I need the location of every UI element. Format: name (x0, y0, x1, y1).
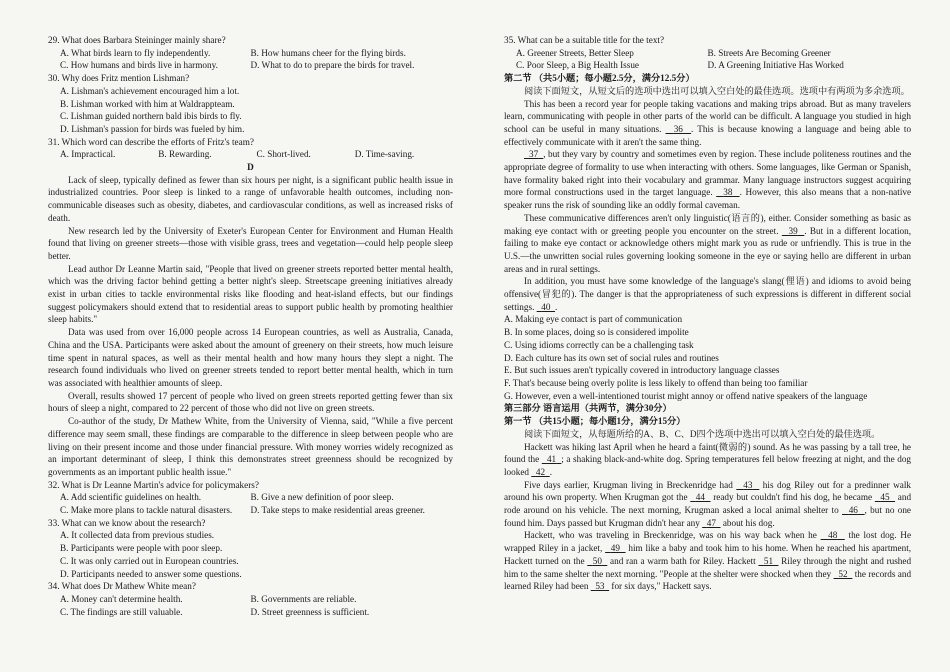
text: Hackett was hiking last April when he heard a faint(微弱的) sound. As he was passing by a tall tree, he found the (504, 441, 911, 465)
choice: B. In some places, doing so is considered impolite (504, 327, 689, 338)
blank (690, 492, 710, 502)
question-32-options-2 (48, 504, 453, 517)
paragraph: Overall, results showed 17 percent of people who lived on green streets reported getting fewer than six hours of sleep a night, compared to 22 percent of those who did not live on green streets. (48, 390, 453, 414)
text: These communicative differences aren't only linguistic(语言的), either. Consider something as basic as making eye contact with or greeting people you encounter on the street. (504, 212, 911, 236)
question-32-options (48, 491, 453, 504)
blank (587, 556, 607, 566)
text: However, this also means that a non-native speaker runs the risk of sounding like an oddly formal caveman. (504, 187, 912, 211)
text: . (555, 301, 558, 312)
question-35-options (504, 47, 911, 60)
paragraph: Lack of sleep, typically defined as fewer than six hours per night, is a significant public health issue in industrialized countries. Poor sleep is linked to a range of unfavorable health outcomes, including non-communicable diseases such as obesity, diabetes, and cardiovascular conditions, as well as increased risks of death. (48, 174, 453, 223)
choice: G. However, even a well-intentioned tourist might annoy or offend native speakers of the language (504, 390, 868, 401)
paragraph (504, 441, 911, 479)
option: B. Governments are reliable. (250, 593, 357, 604)
option: A. Add scientific guidelines on health. (60, 492, 202, 503)
text: Hackett, who was traveling in Breckenridge, was on his way back when he (524, 530, 817, 541)
question-34-stem: 34. What does Dr Mathew White mean? (48, 581, 196, 592)
option: A. Lishman's achievement encouraged him a lot. (60, 85, 240, 96)
question-31-options (48, 148, 453, 161)
blank (736, 480, 759, 490)
blank-number: 44 (695, 492, 705, 503)
part-title: 第三部分 语言运用（共两节，满分30分） (504, 403, 672, 414)
blank (542, 454, 561, 464)
text: Five days earlier, Krugman living in Breckenridge had (524, 479, 733, 490)
blank-number: 48 (828, 530, 838, 541)
option: D. What to do to prepare the birds for travel. (250, 60, 415, 71)
blank-number: 40 (541, 301, 551, 312)
option: B. Give a new definition of poor sleep. (250, 492, 394, 503)
question-29-stem: 29. What does Barbara Steininger mainly share? (48, 35, 226, 45)
choice: A. Making eye contact is part of communication (504, 314, 683, 325)
blank-number: 47 (706, 517, 716, 528)
blank (782, 226, 804, 236)
paragraph (504, 479, 911, 530)
option: A. Impractical. (60, 149, 116, 160)
text: This has been a record year for people taking vacations and making trips abroad. But as many travelers learn, communicating with people in other parts of the world can be difficult. A language you studied in high school can be useful in many situations. (504, 98, 911, 134)
section-title: 第二节 （共5小题；每小题2.5分，满分12.5分） (504, 73, 695, 84)
option: C. Short-lived. (256, 149, 311, 160)
option: C. Make more plans to tackle natural disasters. (60, 505, 233, 516)
choice: E. But such issues aren't typically covered in introductory language classes (504, 365, 780, 376)
option: D. Lishman's passion for birds was fueled by him. (60, 123, 245, 134)
right-column (504, 34, 911, 593)
option: D. Time-saving. (354, 149, 415, 160)
blank (875, 492, 895, 502)
text: his dog Riley out for a predinner walk around his own property. When Krugman got the (504, 479, 912, 503)
option: A. Money can't determine health. (60, 593, 183, 604)
blank-number: 41 (546, 454, 557, 465)
text: In addition, you must have some knowledge of the language's slang(俚语) and idioms to avoid being offensive(冒犯的). The danger is that the appropriateness of such expressions is different in different social settings. (504, 276, 911, 312)
option: C. Poor Sleep, a Big Health Issue (516, 60, 639, 71)
text: the lost dog. He wrapped Riley in a jacket, (504, 530, 912, 554)
question-33-stem: 33. What can we know about the research? (48, 517, 206, 528)
text: Riley through the night and rushed him to the same shelter the next morning. "People at the shelter were shocked when they (504, 555, 912, 579)
section-title: 第一节 （共15小题；每小题1分，满分15分） (504, 416, 686, 427)
text: This is because knowing a language and being able to effectively communicate with it aren't the same thing. (504, 123, 912, 147)
text: , but they vary by country and sometimes even by region. These include politeness routines and the appropriate degree of formality to use when interacting with others. Some languages, like German or Spanish, have formality baked right into their vocabulary and grammar. Many language instructors suggest acquiring more formal constructions used in the target language. (504, 149, 912, 198)
blank-number: 42 (535, 466, 546, 477)
blank-number: 50 (592, 555, 602, 566)
blank-number: 49 (610, 543, 620, 554)
text: him like a baby and took him to his home. When he reached his apartment, Hackett turned on the (504, 543, 912, 566)
blank-number: 53 (595, 581, 605, 592)
option: C. The findings are still valuable. (60, 606, 183, 617)
paragraph: 37 , but they vary by country and sometimes even by region. These include politeness routines and the appropriate degree of formality to use when interacting with others. Some languages, like German or Spanish, have formality baked right into their vocabulary and grammar. Many language instructors suggest acquiring more formal constructions used in the target language. 38 . However, this also means that a non-native speaker runs the risk of sounding like an oddly formal caveman. (504, 149, 912, 211)
option: C. How humans and birds live in harmony. (60, 60, 218, 71)
blank (716, 187, 739, 197)
choice: D. Each culture has its own set of social rules and routines (504, 352, 719, 363)
blank-number: 45 (880, 492, 890, 503)
option: C. Lishman guided northern bald ibis birds to fly. (60, 111, 242, 122)
blank-number: 43 (743, 479, 753, 490)
question-35-stem: 35. What can be a suitable title for the text? (504, 35, 665, 45)
question-29-options-2 (48, 59, 453, 72)
option: B. Streets Are Becoming Greener (707, 47, 831, 58)
left-column (48, 34, 453, 618)
choice: F. That's because being overly polite is less likely to offend than being too familiar (504, 377, 808, 388)
blank (834, 569, 853, 579)
blank (702, 518, 720, 528)
option: B. Rewarding. (158, 149, 212, 160)
blank-number: 46 (848, 505, 858, 516)
paragraph: This has been a record year for people taking vacations and making trips abroad. But as many travelers learn, communicating with people in other parts of the world can be difficult. A language you studied in high school can be useful in many situations. 36 . This is because knowing a language and being able to effectively communicate with it aren't the same thing. (504, 98, 912, 147)
blank (758, 556, 778, 566)
option: B. How humans cheer for the flying birds. (250, 47, 406, 58)
blank (531, 467, 549, 477)
blank-number: 37 (529, 149, 539, 160)
paragraph: Data was used from over 16,000 people across 14 European countries, as well as Australia, Canada, China and the USA. Participants were asked about the amount of greenery on their streets, how much leisure time spent in natural spaces, as well as their mental health and how many hours they slept a night. The research found individuals who lived on greener streets tended to report better mental health, which in turn was associated with healthier amounts of sleep. (48, 327, 453, 388)
option: B. Lishman worked with him at Waldrappteam. (60, 98, 235, 109)
blank-number: 51 (763, 555, 774, 566)
blank (591, 581, 609, 591)
option: A. Greener Streets, Better Sleep (516, 47, 634, 58)
text: for six days," Hackett says. (611, 581, 712, 592)
paragraph: Lead author Dr Leanne Martin said, "People that lived on greener streets reported better mental health, which was the driving factor behind getting a better night's sleep. Streetscape greening initiatives already exist in urban cities to tackle environmental risks like flooding and heat-island effects, but our findings suggest policymakers should extend that to residential areas to support public health by promoting healthier sleep habits." (48, 263, 453, 325)
question-32-stem: 32. What is Dr Leanne Martin's advice for policymakers? (48, 479, 259, 490)
text: . (549, 466, 552, 477)
paragraph: These communicative differences aren't only linguistic(语言的), either. Consider something as basic as making eye contact with or greeting people you encounter on the street. 39 . But in a different location, failing to make eye contact or acknowledge others might mark you as rude or unfriendly. This is true in the U.S.—the unwritten social rules governing looking someone in the eye or saying hello are different in urban areas and in rural settings. (504, 212, 912, 274)
option: D. Participants needed to answer some questions. (60, 568, 242, 579)
text: ready but couldn't find his dog, he became (713, 492, 873, 503)
blank (666, 124, 692, 134)
blank-number: 38 (723, 187, 733, 198)
section-instructions: 阅读下面短文，从短文后的选项中选出可以填入空白处的最佳选项。选项中有两项为多余选项。 (524, 85, 910, 96)
blank (537, 301, 558, 312)
option: D. Street greenness is sufficient. (250, 606, 370, 617)
option: A. It collected data from previous studies. (60, 530, 215, 541)
paragraph: Co-author of the study, Dr Mathew White, from the University of Vienna, said, "While a five percent difference may seem small, these findings are comparable to the difference in sleep between people who are living on their present income and those under financial pressure. With money worries widely recognized as an important determinant of sleep, I think this demonstrates street greenness should be recognized by governments as an important public health issue." (48, 416, 453, 477)
passage-label: D (247, 162, 254, 173)
blank (524, 149, 543, 159)
paragraph (504, 275, 911, 313)
blank-number: 39 (788, 225, 798, 236)
paragraph (504, 529, 911, 593)
section-instructions: 阅读下面短文，从每题所给的A、B、C、D四个选项中选出可以填入空白处的最佳选项。 (524, 428, 881, 439)
blank (842, 505, 865, 515)
text: , but no one found him. Days passed but Krugman didn't hear any (504, 505, 912, 528)
text: ; a shaking black-and-white dog. Spring temperatures fell below freezing at night, and the dog looked (504, 454, 912, 477)
option: D. A Greening Initiative Has Worked (707, 60, 844, 71)
option: C. It was only carried out in European countries. (60, 555, 239, 566)
text: the records and learned Riley had been (504, 568, 912, 592)
blank (821, 530, 845, 540)
question-30-stem: 30. Why does Fritz mention Lishman? (48, 73, 190, 84)
option: B. Participants were people with poor sleep. (60, 543, 223, 554)
paragraph: New research led by the University of Exeter's European Center for Environment and Human Health found that living on greener streets—those with visible grass, trees and vegetation—could help people sleep better. (48, 225, 453, 261)
question-34-options-2 (48, 606, 453, 619)
question-31-stem: 31. Which word can describe the efforts of Fritz's team? (48, 136, 254, 147)
option: A. What birds learn to fly independently. (60, 47, 211, 58)
option: D. Take steps to make residential areas greener. (250, 505, 425, 516)
question-34-options (48, 593, 453, 606)
blank-number: 36 (673, 123, 683, 134)
question-35-options-2 (504, 59, 911, 72)
text: about his dog. (722, 517, 775, 528)
text: and ran a warm bath for Riley. Hackett (610, 555, 756, 566)
blank (605, 543, 625, 553)
text: and rode around on his vehicle. The next morning, Krugman asked a local animal shelter to (504, 492, 912, 516)
blank-number: 52 (838, 568, 848, 579)
text: But in a different location, failing to make eye contact or acknowledge others might mark you as rude or unfriendly. This is true in the U.S.—the unwritten social rules governing looking someone in the eye or saying hello are different in urban areas and in rural settings. (504, 225, 912, 274)
choice: C. Using idioms correctly can be a challenging task (504, 339, 694, 350)
question-29-options (48, 47, 453, 60)
